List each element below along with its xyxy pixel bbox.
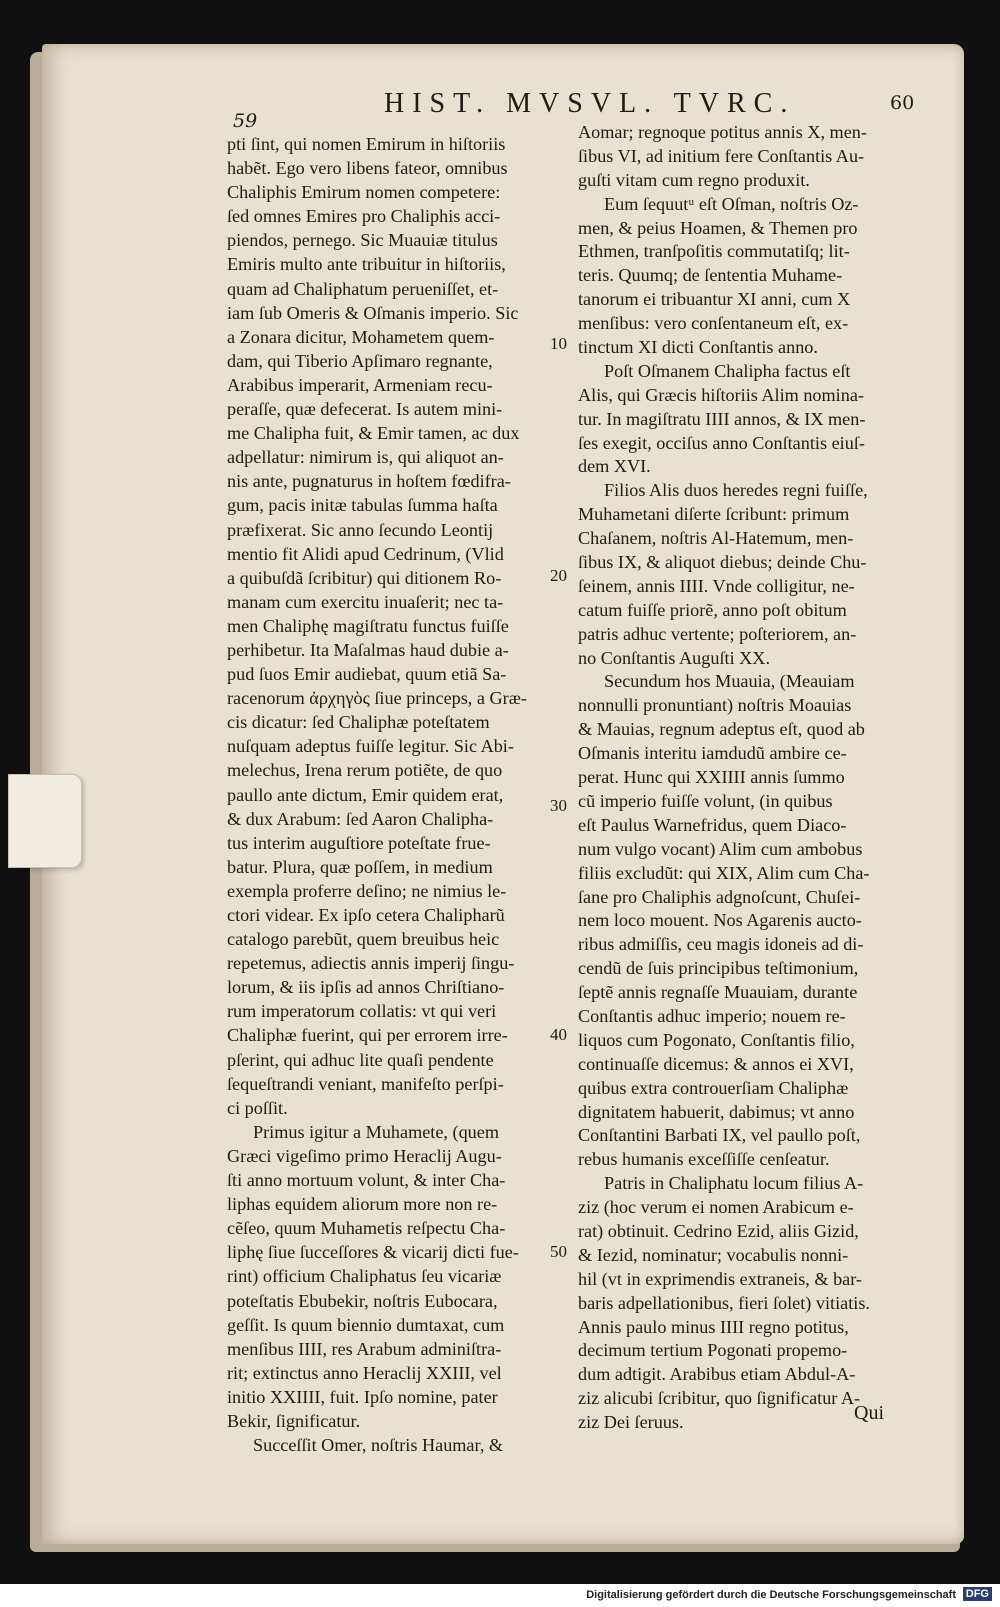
- running-head: HIST. MVSVL. TVRC.: [384, 88, 796, 119]
- text-line: ſti anno mortuum volunt, & inter Cha-: [227, 1170, 506, 1191]
- text-line: guſti vitam cum regno produxit.: [578, 169, 810, 190]
- text-line: me Chalipha fuit, & Emir tamen, ac dux: [227, 423, 520, 444]
- text-line: eſt Paulus Warnefridus, quem Diaco-: [578, 814, 847, 835]
- text-line: piendos, pernego. Sic Muauiæ titulus: [227, 230, 498, 251]
- text-line: filiis excludũt: qui XIX, Alim cum Cha-: [578, 862, 870, 883]
- text-line: adpellatur: nimirum is, qui aliquot an-: [227, 447, 504, 468]
- text-line: nuſquam adeptus fuiſſe legitur. Sic Abi-: [227, 736, 514, 757]
- text-line: catum fuiſſe priorẽ, anno poſt obitum: [578, 599, 847, 620]
- page-tab-marker: [8, 774, 82, 868]
- text-line: ſane pro Chaliphis adgnoſcunt, Chuſei-: [578, 886, 861, 907]
- text-line: Eum ſequutᵘ eſt Oſman, noſtris Oz-: [604, 193, 859, 214]
- line-number-50: 50: [550, 1242, 567, 1261]
- line-number-10: 10: [550, 334, 567, 353]
- text-line: Oſmanis interitu iamdudũ ambire ce-: [578, 743, 847, 764]
- text-line: initio XXIIII, fuit. Ipſo nomine, pater: [227, 1386, 498, 1407]
- text-line: & Mauias, regnum adeptus eſt, quod ab: [578, 719, 865, 740]
- text-line: Poſt Oſmanem Chalipha factus eſt: [604, 360, 851, 381]
- text-line: & dux Arabum: ſed Aaron Chalipha-: [227, 808, 494, 829]
- text-line: liquos cum Pogonato, Conſtantis filio,: [578, 1029, 855, 1050]
- text-line: Aomar; regnoque potitus annis X, men-: [578, 122, 867, 142]
- text-line: ſibus IX, & aliquot diebus; deinde Chu-: [578, 552, 867, 573]
- text-line: dem XVI.: [578, 456, 651, 477]
- text-line: teris. Quumq; de ſententia Muhame-: [578, 265, 843, 286]
- text-line: Secundum hos Muauia, (Meauiam: [604, 671, 855, 692]
- text-line: quibus extra controuerſiam Chaliphæ: [578, 1077, 849, 1098]
- text-line: pti ſint, qui nomen Emirum in hiſtoriis: [227, 134, 506, 154]
- text-line: Conſtantis adhuc imperio; nouem re-: [578, 1005, 846, 1026]
- text-line: ſeinem, annis IIII. Vnde colligitur, ne-: [578, 575, 855, 596]
- line-number-20: 20: [550, 566, 567, 585]
- text-line: exempla proferre deſino; ne nimius le-: [227, 880, 507, 901]
- text-line: Arabibus imperarit, Armeniam recu-: [227, 374, 493, 395]
- text-line: menſibus IIII, res Arabum adminiſtra-: [227, 1338, 502, 1359]
- text-line: pſerint, qui adhuc lite quaſi pendente: [227, 1049, 494, 1070]
- text-line: nem loco mouent. Nos Agarenis aucto-: [578, 910, 862, 931]
- right-text-column: [578, 120, 900, 1434]
- text-line: ſeptẽ annis regnaſſe Muauiam, durante: [578, 982, 858, 1003]
- text-line: & Iezid, nominatur; vocabulis nonni-: [578, 1244, 849, 1265]
- text-line: ſed omnes Emires pro Chaliphis acci-: [227, 206, 501, 227]
- text-line: ſequeſtrandi veniant, manifeſto perſpi-: [227, 1073, 504, 1094]
- text-line: ziz (hoc verum ei nomen Arabicum e-: [578, 1197, 854, 1218]
- text-line: tinctum XI dicti Conſtantis anno.: [578, 337, 818, 358]
- text-line: ci poſſit.: [227, 1097, 288, 1118]
- text-line: peraſſe, quæ defecerat. Is autem mini-: [227, 399, 503, 420]
- text-line: lorum, & iis ipſis ad annos Chriſtiano-: [227, 977, 505, 998]
- text-line: batur. Plura, quæ poſſem, in medium: [227, 856, 493, 877]
- left-page-number: 59: [233, 110, 258, 132]
- text-line: Conſtantini Barbati IX, vel paullo poſt,: [578, 1125, 861, 1146]
- text-line: ctori videar. Ex ipſo cetera Chalipharũ: [227, 905, 505, 925]
- text-line: mentio fit Alidi apud Cedrinum, (Vlid: [227, 543, 504, 564]
- text-line: tanorum ei tribuantur XI anni, cum X: [578, 289, 851, 310]
- text-line: tus interim auguſtiore poteſtate frue-: [227, 832, 491, 853]
- text-line: liphas equidem aliorum more non re-: [227, 1194, 498, 1215]
- line-number-30: 30: [550, 796, 567, 815]
- text-line: cũ imperio fuiſſe volunt, (in quibus: [578, 790, 833, 811]
- text-line: hil (vt in exprimendis extraneis, & bar-: [578, 1268, 862, 1289]
- left-text-column: [227, 132, 547, 1457]
- text-line: Bekir, ſignificatur.: [227, 1410, 361, 1431]
- text-line: no Conſtantis Auguſti XX.: [578, 647, 770, 668]
- text-line: menſibus: vero conſentaneum eſt, ex-: [578, 313, 849, 334]
- text-line: dam, qui Tiberio Apſimaro regnante,: [227, 350, 493, 371]
- text-line: tur. In magiſtratu IIII annos, & IX men-: [578, 408, 866, 429]
- text-line: nonnulli pronuntiant) noſtris Moauias: [578, 695, 852, 716]
- book-page: [42, 44, 964, 1544]
- text-line: cis dicatur: ſed Chaliphæ poteſtatem: [227, 712, 490, 733]
- text-line: perat. Hunc qui XXIIII annis ſummo: [578, 767, 845, 788]
- text-line: præfixerat. Sic anno ſecundo Leontij: [227, 519, 494, 540]
- text-line: rint) officium Chaliphatus ſeu vicariæ: [227, 1266, 502, 1287]
- text-line: ziz Dei ſeruus.: [578, 1412, 684, 1433]
- text-line: a quibuſdã ſcribitur) qui ditionem Ro-: [227, 567, 502, 588]
- text-line: Alis, qui Græcis hiſtoriis Alim nomina-: [578, 384, 864, 405]
- text-line: Primus igitur a Muhamete, (quem: [253, 1121, 499, 1142]
- text-line: Succeſſit Omer, noſtris Haumar, &: [253, 1435, 504, 1456]
- text-line: manam cum exercitu inuaſerit; nec ta-: [227, 591, 504, 612]
- text-line: dignitatem habuerit, dabimus; vt anno: [578, 1101, 855, 1122]
- text-line: repetemus, adiectis annis imperij ſingu-: [227, 953, 515, 974]
- text-line: ſibus VI, ad initium fere Conſtantis Au-: [578, 145, 865, 166]
- text-line: Ethmen, tranſpoſitis commutatiſq; lit-: [578, 241, 850, 262]
- text-line: cendũ de ſuis principibus teſtimonium,: [578, 958, 859, 979]
- text-line: perhibetur. Ita Maſalmas haud dubie a-: [227, 639, 509, 660]
- text-line: rat) obtinuit. Cedrino Ezid, aliis Gizid,: [578, 1220, 859, 1241]
- text-line: rebus humanis exceſſiſſe cenſeatur.: [578, 1149, 830, 1170]
- line-number-40: 40: [550, 1025, 567, 1044]
- footer-credit: Digitalisierung gefördert durch die Deutsche Forschungsgemeinschaft: [586, 1589, 956, 1601]
- text-line: Chaliphis Emirum nomen competere:: [227, 182, 501, 203]
- text-line: melechus, Irena rerum potiẽte, de quo: [227, 760, 503, 781]
- catchword: Qui: [854, 1402, 884, 1424]
- text-line: patris adhuc vertente; poſteriorem, an-: [578, 623, 857, 644]
- text-line: iam ſub Omeris & Oſmanis imperio. Sic: [227, 302, 519, 323]
- dfg-logo: DFG: [963, 1587, 992, 1601]
- text-line: Patris in Chaliphatu locum filius A-: [604, 1173, 864, 1194]
- text-line: catalogo parebũt, quem breuibus heic: [227, 929, 500, 950]
- text-line: baris adpellationibus, fieri ſolet) vitiatis.: [578, 1292, 870, 1313]
- text-line: liphę ſiue ſucceſſores & vicarij dicti fue-: [227, 1242, 519, 1263]
- text-line: dum adtigit. Arabibus etiam Abdul-A-: [578, 1364, 856, 1385]
- text-line: men, & peius Hoamen, & Themen pro: [578, 217, 858, 238]
- text-line: quam ad Chaliphatum perueniſſet, et-: [227, 278, 499, 299]
- text-line: nis ante, pugnaturus in hoſtem fœdifra-: [227, 471, 511, 492]
- text-line: men Chaliphę magiſtratu functus fuiſſe: [227, 615, 509, 636]
- text-line: Græci vigeſimo primo Heraclij Augu-: [227, 1145, 502, 1166]
- text-line: Chaliphæ fuerint, qui per errorem irre-: [227, 1025, 508, 1046]
- text-line: ſes exegit, occiſus anno Conſtantis eiuſ-: [578, 432, 865, 453]
- text-line: Chaſanem, noſtris Al-Hatemum, men-: [578, 528, 854, 549]
- text-line: Filios Alis duos heredes regni fuiſſe,: [604, 480, 868, 501]
- text-line: decimum tertium Pogonati propemo-: [578, 1340, 848, 1361]
- text-line: Muhametani diſerte ſcribunt: primum: [578, 504, 850, 525]
- text-line: ziz alicubi ſcribitur, quo ſignificatur A-: [578, 1388, 861, 1409]
- text-line: habẽt. Ego vero libens fateor, omnibus: [227, 158, 508, 179]
- text-line: num vulgo vocant) Alim cum ambobus: [578, 838, 863, 859]
- text-line: ribus admiſſis, ceu magis idoneis ad di-: [578, 934, 864, 955]
- right-page-number: 60: [890, 92, 915, 114]
- text-line: Annis paulo minus IIII regno potitus,: [578, 1316, 849, 1337]
- text-line: gum, pacis initæ tabulas ſumma haſta: [227, 495, 498, 516]
- text-line: racenorum ἀρχηγὸς ſiue princeps, a Græ-: [227, 688, 527, 709]
- text-line: a Zonara dicitur, Mohametem quem-: [227, 326, 495, 347]
- text-line: Emiris multo ante tribuitur in hiſtoriis,: [227, 254, 506, 275]
- text-line: continuaſſe dicemus: & annos ei XVI,: [578, 1053, 854, 1074]
- text-line: rit; extinctus anno Heraclij XXIII, vel: [227, 1362, 502, 1383]
- text-line: poteſtatis Ebubekir, noſtris Eubocara,: [227, 1290, 498, 1311]
- text-line: rum imperatorum collatis: vt qui veri: [227, 1001, 497, 1022]
- text-line: paullo ante dictum, Emir quidem erat,: [227, 784, 504, 805]
- text-line: cẽſeo, quum Muhametis reſpectu Cha-: [227, 1218, 506, 1239]
- text-line: geſſit. Is quum biennio dumtaxat, cum: [227, 1314, 505, 1335]
- text-line: pud ſuos Emir audiebat, quum etiã Sa-: [227, 664, 507, 685]
